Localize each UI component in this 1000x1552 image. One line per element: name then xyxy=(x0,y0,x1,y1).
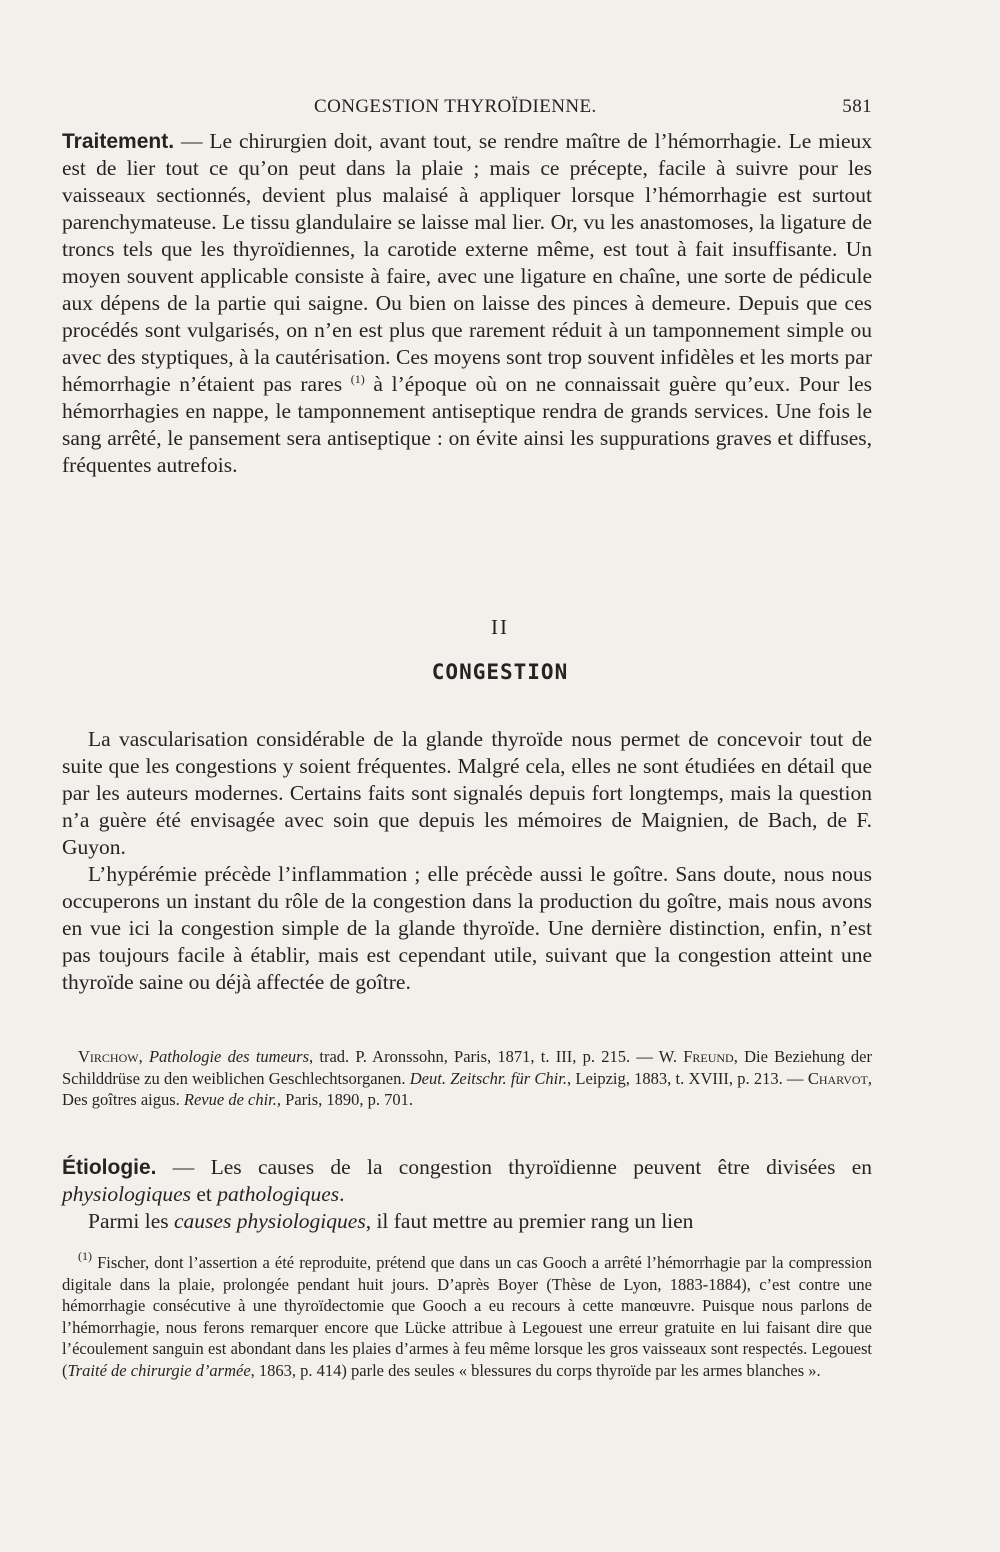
footnote xyxy=(62,1249,872,1381)
work-title: Revue de chir. xyxy=(183,1090,277,1109)
work-title: Deut. Zeitschr. für Chir. xyxy=(409,1068,567,1088)
section-title: CONGESTION xyxy=(431,660,569,684)
etiologie-heading: Étiologie. xyxy=(62,1156,157,1179)
footnote-text xyxy=(62,1249,872,1381)
footnote-mark: (1) xyxy=(78,1249,92,1263)
bibliography-text: , Des goîtres aigus. xyxy=(62,1068,872,1109)
etiologie-text: . xyxy=(339,1182,345,1206)
traitement-section xyxy=(62,128,872,479)
congestion-paragraph-1: La vascularisation considérable de la glande thyroïde nous permet de concevoir tout de suite que les congestions y soient fréquentes. Malgré cela, elles ne sont étudiées en détail que par les auteurs modernes. Certains faits sont signalés depuis fort longtemps, mais la question n’a guère été envisagée avec soin que depuis les mémoires de Maignien, de Bach, de F. Guyon. xyxy=(62,727,872,859)
etiologie-emphasis: pathologiques xyxy=(217,1182,340,1206)
traitement-heading: Traitement. xyxy=(62,130,175,153)
bibliography-text: , Die Beziehung der Schilddrüse zu den weiblichen Geschlechtsorganen. xyxy=(62,1047,873,1088)
etiologie-paragraph xyxy=(62,1154,872,1208)
etiologie-text: , il faut mettre au premier rang un lien xyxy=(365,1209,694,1233)
congestion-section xyxy=(62,726,872,996)
author-name: Virchow xyxy=(78,1047,139,1066)
traitement-paragraph xyxy=(62,128,872,479)
etiologie-paragraph-2 xyxy=(62,1208,872,1235)
bibliography-text: , Leipzig, 1883, t. XVIII, p. 213. — xyxy=(566,1068,808,1088)
footnote-body: Fischer, dont l’assertion a été reproduite, prétend que dans un cas Gooch a arrêté l’hémorrhagie par la compression digitale dans la plaie, prolongée pendant huit jours. D’après Boyer (Thèse de Lyon, 1883-1884), c’est contre une hémorrhagie consécutive à une thyroïdectomie que Gooch a eu recours à cette manœuvre. Puisque nous parlons de l’hémorrhagie, nous ferons remarquer encore que Lücke attribue à Legouest une erreur gratuite en lui faisant dire que l’écoulement sanguin est abondant dans les plaies d’armes à feu même lorsque les gros vaisseaux sont respectés. Legouest ( xyxy=(62,1253,872,1380)
footnote-reference[interactable]: (1) xyxy=(350,372,365,386)
page-number: 581 xyxy=(842,96,872,117)
footnote-work-title: Traité de chirurgie d’armée xyxy=(67,1360,251,1380)
etiologie-text: Parmi les xyxy=(88,1209,174,1233)
section-number: II xyxy=(491,615,509,639)
page-header xyxy=(62,96,872,126)
congestion-paragraph-2: L’hypérémie précède l’inflammation ; elle précède aussi le goître. Sans doute, nous nous occuperons un instant du rôle de la congestion dans la production du goître, mais nous avons en vue ici la congestion simple de la glande thyroïde. Une dernière distinction, enfin, n’est pas toujours facile à établir, mais est cependant utile, suivant que la congestion atteint une thyroïde saine ou déjà affectée de goître. xyxy=(62,862,872,994)
traitement-text: — Le chirurgien doit, avant tout, se rendre maître de l’hémorrhagie. Le mieux est de lier tout ce qu’on peut dans la plaie ; mais ce précepte, facile à suivre pour les vaisseaux sectionnés, devient plus malaisé à appliquer lorsque l’hémorrhagie est surtout parenchymateuse. Le tissu glandulaire se laisse mal lier. Or, vu les anastomoses, la ligature de troncs tels que les thyroïdiennes, la carotide externe même, est tout à fait insuffisante. Un moyen souvent applicable consiste à faire, avec une ligature en chaîne, une sorte de pédicule aux dépens de la partie qui saigne. Ou bien on laisse des pinces à demeure. Depuis que ces procédés sont vulgarisés, on n’en est plus que rarement réduit à un tamponnement simple ou avec des styptiques, à la cautérisation. Ces moyens sont trop souvent infidèles et les morts par hémorrhagie n’étaient pas rares xyxy=(62,129,872,396)
bibliography-text: , xyxy=(138,1047,149,1066)
etiologie-text: et xyxy=(191,1182,218,1206)
bibliography xyxy=(62,1046,872,1111)
etiologie-section xyxy=(62,1154,872,1235)
etiologie-emphasis: causes physiologiques xyxy=(174,1209,366,1233)
etiologie-emphasis: physiologiques xyxy=(62,1182,191,1206)
bibliography-text: , Paris, 1890, p. 701. xyxy=(276,1090,414,1109)
bibliography-entry xyxy=(62,1046,872,1111)
running-title: CONGESTION THYROÏDIENNE. xyxy=(314,96,597,117)
work-title: Pathologie des tumeurs xyxy=(148,1047,309,1066)
traitement-text-end: à l’époque où on ne connaissait guère qu’eux. Pour les hémorrhagies en nappe, le tamponnement antiseptique rendra de grands services. Une fois le sang arrêté, le pansement sera antiseptique : on évite ainsi les suppurations graves et diffuses, fréquentes autrefois. xyxy=(62,372,872,477)
etiologie-text: — Les causes de la congestion thyroïdienne peuvent être divisées en xyxy=(156,1155,872,1179)
footnote-body: , 1863, p. 414) parle des seules « blessures du corps thyroïde par les armes blanches ». xyxy=(250,1360,821,1380)
author-name: Freund xyxy=(683,1047,734,1066)
bibliography-text: , trad. P. Aronssohn, Paris, 1871, t. III, p. 215. — W. xyxy=(309,1047,684,1066)
author-name: Charvot xyxy=(807,1068,868,1088)
